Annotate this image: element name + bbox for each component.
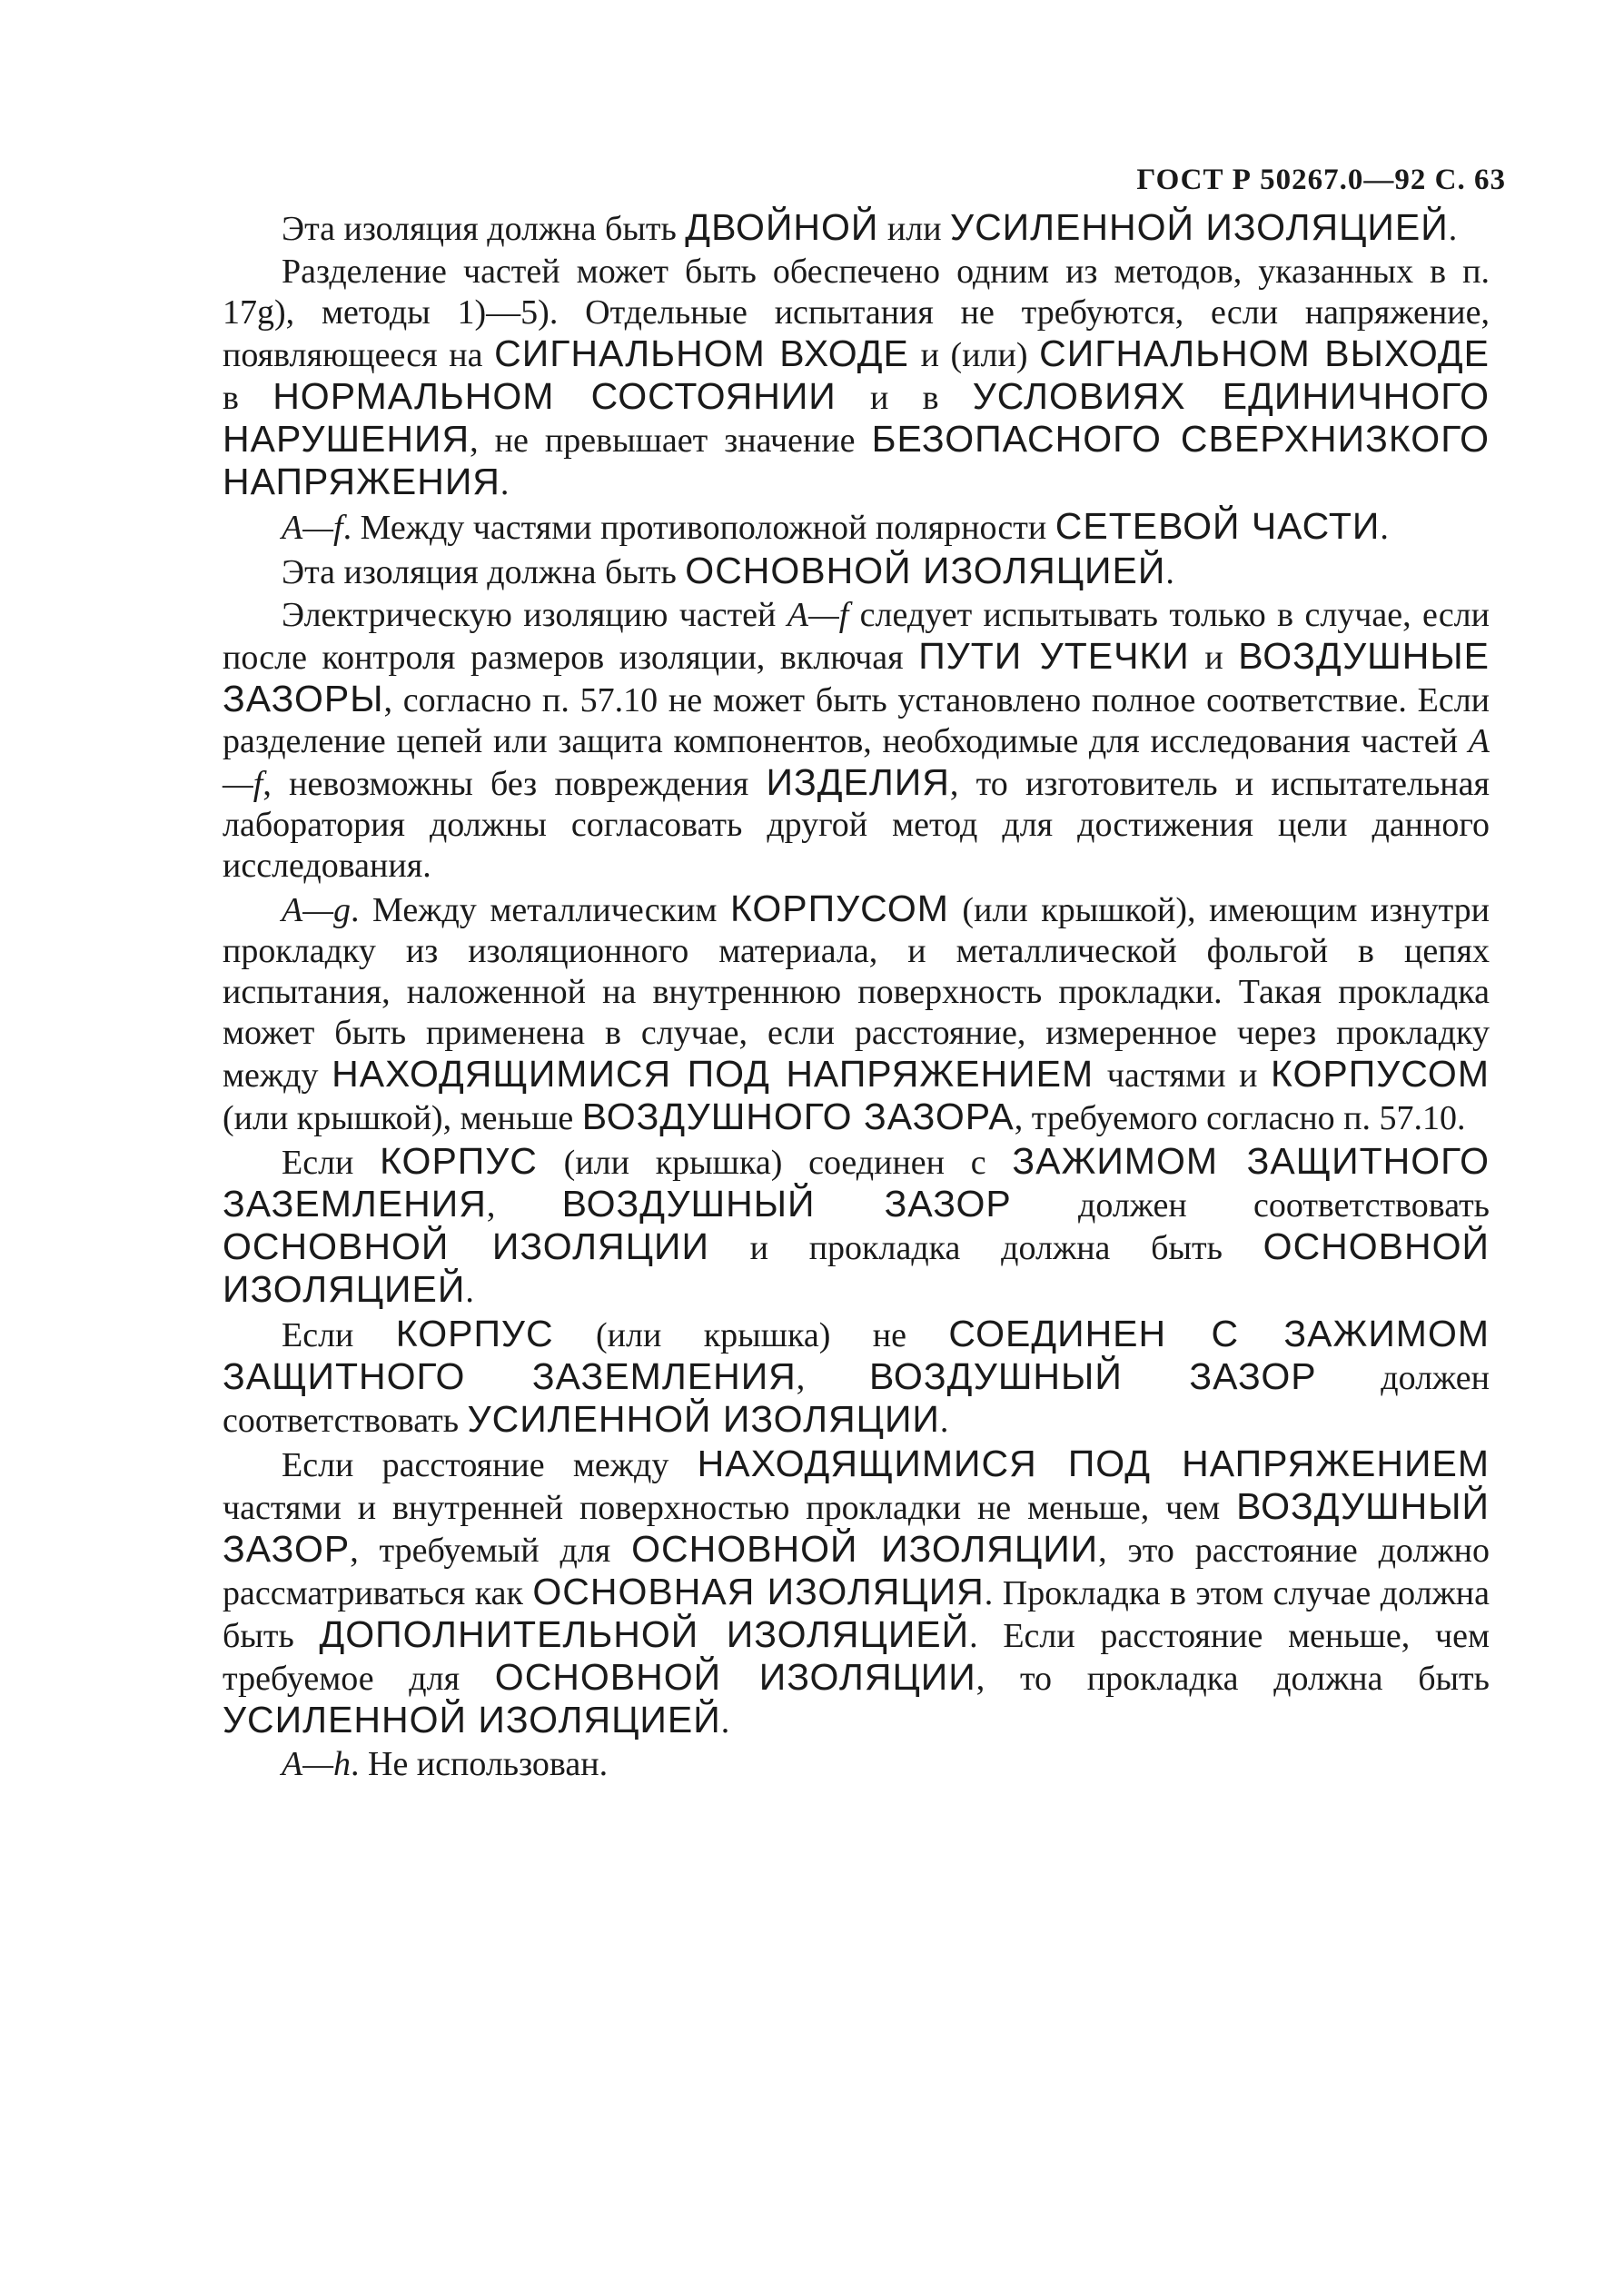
- defined-term: ЗАЖИМОМ ЗАЩИТНОГО ЗАЗЕМЛЕНИЯ: [223, 1140, 1490, 1225]
- paragraph-p9: [223, 1443, 1490, 1742]
- text-run: Эта изоляция должна быть: [282, 553, 686, 591]
- text-run: .: [500, 464, 510, 502]
- text-run: .: [720, 1702, 730, 1741]
- defined-term: КОРПУС: [380, 1140, 538, 1182]
- clause-label: A—f: [223, 722, 1490, 803]
- text-run: в: [223, 379, 273, 417]
- defined-term: ВОЗДУШНЫЙ ЗАЗОР: [561, 1183, 1012, 1225]
- defined-term: ВОЗДУШНЫЕ ЗАЗОРЫ: [223, 635, 1490, 719]
- clause-label: A—g: [282, 891, 351, 929]
- defined-term: ОСНОВНОЙ ИЗОЛЯЦИИ: [631, 1528, 1099, 1570]
- defined-term: ДОПОЛНИТЕЛЬНОЙ ИЗОЛЯЦИЕЙ: [319, 1613, 970, 1655]
- text-run: , не превышает значение: [470, 421, 872, 460]
- text-run: .: [465, 1272, 474, 1310]
- defined-term: СИГНАЛЬНОМ ВЫХОДЕ: [1039, 332, 1490, 374]
- text-run: (или крышкой), имеющим изнутри прокладку из изоляционного материала, и металлической фольгой в цепях испытания, наложенной на внутреннюю поверхность прокладки. Такая прокладка может быть применена в случае, если расстояние, измеренное через прокладку между: [223, 891, 1490, 1095]
- page-header: ГОСТ Р 50267.0—92 С. 63: [1136, 164, 1506, 196]
- paragraph-p10: [223, 1744, 1490, 1785]
- paragraph-p6: [223, 888, 1490, 1139]
- text-run: , то изготовитель и испытательная лаборатория должны согласовать другой метод для достижения цели данного исследования.: [223, 765, 1490, 885]
- defined-term: УСИЛЕННОЙ ИЗОЛЯЦИЕЙ: [223, 1699, 721, 1741]
- defined-term: НАХОДЯЩИМИСЯ ПОД НАПРЯЖЕНИЕМ: [697, 1443, 1490, 1484]
- text-run: . Между частями противоположной полярности: [342, 509, 1055, 547]
- text-run: .: [939, 1402, 949, 1440]
- defined-term: СЕТЕВОЙ ЧАСТИ: [1055, 505, 1381, 547]
- document-body: [223, 207, 1490, 1785]
- text-run: Если: [282, 1316, 396, 1354]
- defined-term: ОСНОВНОЙ ИЗОЛЯЦИИ: [494, 1656, 976, 1698]
- defined-term: КОРПУСОМ: [729, 888, 949, 929]
- defined-term: НОРМАЛЬНОМ СОСТОЯНИИ: [272, 375, 837, 417]
- text-run: Разделение частей может быть обеспечено одним из методов, указанных в п. 17g), методы 1)—5). Отдельные испытания не требуются, если напряжение, появляющееся на: [223, 253, 1490, 374]
- text-run: . Между металлическим: [351, 891, 730, 929]
- text-run: (или крышка) соединен с: [537, 1144, 1013, 1182]
- paragraph-p1: [223, 207, 1490, 250]
- text-run: Если расстояние между: [282, 1446, 698, 1484]
- text-run: ,: [796, 1359, 869, 1397]
- defined-term: ОСНОВНОЙ ИЗОЛЯЦИЕЙ: [223, 1225, 1490, 1310]
- paragraph-p5: [223, 595, 1490, 887]
- defined-term: ДВОЙНОЙ: [685, 206, 879, 248]
- paragraph-p8: [223, 1314, 1490, 1442]
- clause-label: A—f: [787, 596, 849, 634]
- paragraph-p4: [223, 550, 1490, 593]
- text-run: ,: [486, 1186, 562, 1225]
- defined-term: КОРПУС: [395, 1313, 554, 1354]
- text-run: (или крышкой), меньше: [223, 1099, 582, 1137]
- text-run: , требуемый для: [350, 1532, 632, 1570]
- text-run: частями и внутренней поверхностью прокладки не меньше, чем: [223, 1489, 1237, 1527]
- text-run: . Не использован.: [351, 1745, 609, 1783]
- clause-label: A—f: [282, 509, 343, 547]
- text-run: . Если расстояние меньше, чем требуемое для: [223, 1617, 1490, 1698]
- text-run: (или крышка) не: [553, 1316, 949, 1354]
- text-run: , то прокладка должна быть: [975, 1660, 1490, 1698]
- text-run: и в: [836, 379, 973, 417]
- text-run: и (или): [908, 336, 1040, 374]
- text-run: должен соответствовать: [1011, 1186, 1490, 1225]
- defined-term: НАХОДЯЩИМИСЯ ПОД НАПРЯЖЕНИЕМ: [332, 1053, 1094, 1095]
- text-run: . Прокладка в этом случае должна быть: [223, 1574, 1490, 1655]
- clause-label: A—h: [282, 1745, 351, 1783]
- text-run: Электрическую изоляцию частей: [282, 596, 787, 634]
- defined-term: БЕЗОПАСНОГО СВЕРХНИЗКОГО НАПРЯЖЕНИЯ: [223, 418, 1490, 502]
- defined-term: СИГНАЛЬНОМ ВХОДЕ: [494, 332, 909, 374]
- defined-term: ПУТИ УТЕЧКИ: [918, 635, 1190, 677]
- text-run: , невозможны без повреждения: [262, 765, 767, 803]
- defined-term: ВОЗДУШНЫЙ ЗАЗОР: [868, 1355, 1317, 1397]
- text-run: , согласно п. 57.10 не может быть установлено полное соответствие. Если разделение цепей или защита компонентов, необходимые для исследования частей: [223, 681, 1490, 760]
- defined-term: СОЕДИНЕН С ЗАЖИМОМ ЗАЩИТНОГО ЗАЗЕМЛЕНИЯ: [223, 1313, 1490, 1397]
- text-run: .: [1448, 210, 1458, 248]
- defined-term: КОРПУСОМ: [1271, 1053, 1490, 1095]
- text-run: , это расстояние должно рассматриваться как: [223, 1532, 1490, 1612]
- paragraph-p7: [223, 1141, 1490, 1312]
- text-run: .: [1165, 553, 1174, 591]
- text-run: частями и: [1094, 1056, 1272, 1095]
- text-run: .: [1380, 509, 1389, 547]
- defined-term: ОСНОВНАЯ ИЗОЛЯЦИЯ: [532, 1571, 985, 1612]
- text-run: и прокладка должна быть: [708, 1229, 1263, 1267]
- text-run: и: [1189, 639, 1239, 677]
- defined-term: ОСНОВНОЙ ИЗОЛЯЦИЕЙ: [685, 550, 1166, 591]
- text-run: Эта изоляция должна быть: [282, 210, 686, 248]
- text-run: должен соответствовать: [223, 1359, 1490, 1440]
- defined-term: УСИЛЕННОЙ ИЗОЛЯЦИЕЙ: [950, 206, 1449, 248]
- paragraph-p3: [223, 506, 1490, 549]
- text-run: или: [878, 210, 951, 248]
- defined-term: ВОЗДУШНОГО ЗАЗОРА: [581, 1096, 1015, 1137]
- text-run: , требуемого согласно п. 57.10.: [1014, 1099, 1466, 1137]
- text-run: следует испытывать только в случае, если после контроля размеров изоляции, включая: [223, 596, 1490, 677]
- defined-term: УСЛОВИЯХ ЕДИНИЧНОГО НАРУШЕНИЯ: [223, 375, 1490, 460]
- paragraph-p2: [223, 252, 1490, 504]
- text-run: Если: [282, 1144, 381, 1182]
- defined-term: ОСНОВНОЙ ИЗОЛЯЦИИ: [223, 1225, 709, 1267]
- defined-term: УСИЛЕННОЙ ИЗОЛЯЦИИ: [467, 1398, 940, 1440]
- defined-term: ИЗДЕЛИЯ: [766, 761, 950, 803]
- defined-term: ВОЗДУШНЫЙ ЗАЗОР: [223, 1485, 1490, 1570]
